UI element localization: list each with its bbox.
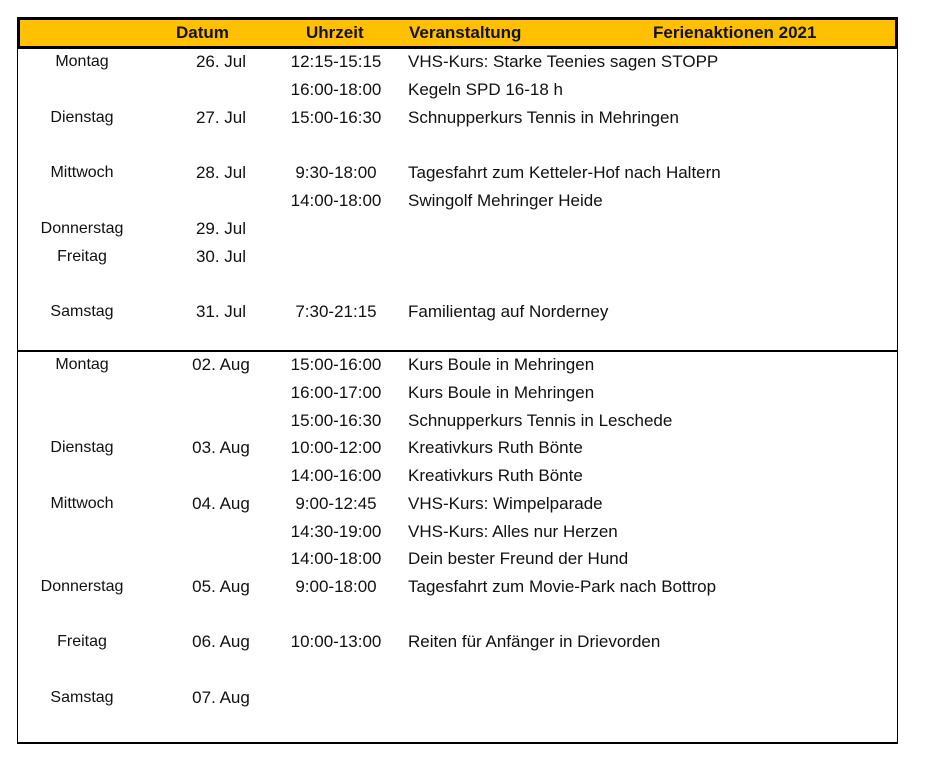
cell-day <box>18 519 146 545</box>
table-row <box>18 519 897 545</box>
cell-date: 28. Jul <box>195 163 247 182</box>
cell-event: Dein bester Freund der Hund <box>408 549 629 568</box>
cell-date: 26. Jul <box>195 52 247 71</box>
table-row <box>18 188 897 214</box>
cell-date <box>166 463 276 489</box>
cell-date: 30. Jul <box>195 247 247 266</box>
table-row <box>18 629 897 655</box>
table-row <box>18 105 897 131</box>
cell-day <box>18 380 146 406</box>
table-row <box>18 244 897 270</box>
cell-time: 9:00-12:45 <box>295 494 377 513</box>
cell-day: Dienstag <box>50 439 114 456</box>
header-row <box>17 17 898 49</box>
cell-event: Tagesfahrt zum Ketteler-Hof nach Haltern <box>408 163 721 182</box>
cell-date: 03. Aug <box>192 438 250 457</box>
week-1-block <box>17 49 898 350</box>
cell-day <box>18 188 146 214</box>
cell-day: Donnerstag <box>40 220 124 237</box>
cell-event: VHS-Kurs: Wimpelparade <box>408 494 603 513</box>
cell-time: 12:15-15:15 <box>290 52 382 71</box>
header-datum: Datum <box>176 23 229 42</box>
header-veranstaltung: Veranstaltung <box>409 23 522 42</box>
cell-day: Mittwoch <box>50 164 114 181</box>
cell-time: 16:00-18:00 <box>290 80 382 99</box>
cell-date <box>166 380 276 406</box>
cell-time: 14:00-18:00 <box>290 549 382 568</box>
table-row <box>18 463 897 489</box>
cell-date: 27. Jul <box>195 108 247 127</box>
table-row <box>18 352 897 378</box>
cell-date <box>166 546 276 572</box>
cell-day: Montag <box>55 53 109 70</box>
table-row <box>18 216 897 242</box>
cell-event: Swingolf Mehringer Heide <box>408 191 603 210</box>
cell-day: Freitag <box>57 633 107 650</box>
cell-time <box>280 244 392 270</box>
cell-day <box>18 463 146 489</box>
table-row <box>18 574 897 600</box>
cell-time: 15:00-16:30 <box>290 411 382 430</box>
cell-event: Kreativkurs Ruth Bönte <box>408 438 583 457</box>
cell-time: 10:00-12:00 <box>290 438 382 457</box>
cell-event: Tagesfahrt zum Movie-Park nach Bottrop <box>408 577 717 596</box>
cell-date <box>166 188 276 214</box>
table-row <box>18 49 897 75</box>
week-2-block <box>17 350 898 744</box>
cell-event: Schnupperkurs Tennis in Leschede <box>408 411 673 430</box>
cell-event: Kurs Boule in Mehringen <box>408 383 595 402</box>
cell-date <box>166 77 276 103</box>
cell-date: 31. Jul <box>195 302 247 321</box>
cell-time: 9:30-18:00 <box>295 163 377 182</box>
table-row <box>18 435 897 461</box>
cell-day: Donnerstag <box>40 578 124 595</box>
table-row <box>18 685 897 711</box>
cell-event: Schnupperkurs Tennis in Mehringen <box>408 108 679 127</box>
cell-date: 07. Aug <box>192 688 250 707</box>
cell-date: 05. Aug <box>192 577 250 596</box>
cell-time: 15:00-16:00 <box>290 355 382 374</box>
cell-event: VHS-Kurs: Alles nur Herzen <box>408 522 618 541</box>
cell-event: VHS-Kurs: Starke Teenies sagen STOPP <box>408 52 719 71</box>
cell-date: 02. Aug <box>192 355 250 374</box>
cell-time: 9:00-18:00 <box>295 577 377 596</box>
cell-time: 7:30-21:15 <box>295 302 377 321</box>
table-row <box>18 299 897 325</box>
cell-date <box>166 408 276 434</box>
header-uhrzeit: Uhrzeit <box>306 23 364 42</box>
cell-event: Kegeln SPD 16-18 h <box>408 80 563 99</box>
cell-time: 14:00-16:00 <box>290 466 382 485</box>
cell-time: 15:00-16:30 <box>290 108 382 127</box>
cell-time: 14:30-19:00 <box>290 522 382 541</box>
table-row <box>18 77 897 103</box>
table-row <box>18 546 897 572</box>
table-row <box>18 408 897 434</box>
cell-time: 16:00-17:00 <box>290 383 382 402</box>
table-row <box>18 491 897 517</box>
cell-date: 04. Aug <box>192 494 250 513</box>
cell-day <box>18 408 146 434</box>
cell-day <box>18 77 146 103</box>
cell-event: Reiten für Anfänger in Drievorden <box>408 632 661 651</box>
cell-time <box>280 216 392 242</box>
cell-day: Freitag <box>57 248 107 265</box>
cell-date: 06. Aug <box>192 632 250 651</box>
cell-day: Samstag <box>50 689 114 706</box>
cell-day: Mittwoch <box>50 495 114 512</box>
cell-day: Samstag <box>50 303 114 320</box>
cell-time <box>280 685 392 711</box>
cell-day: Montag <box>55 356 109 373</box>
cell-time: 14:00-18:00 <box>290 191 382 210</box>
cell-event: Kurs Boule in Mehringen <box>408 355 595 374</box>
cell-event: Kreativkurs Ruth Bönte <box>408 466 583 485</box>
table-row <box>18 160 897 186</box>
cell-date <box>166 519 276 545</box>
cell-event: Familientag auf Norderney <box>408 302 609 321</box>
table-row <box>18 380 897 406</box>
cell-day <box>18 546 146 572</box>
header-title: Ferienaktionen 2021 <box>653 23 817 42</box>
cell-day: Dienstag <box>50 109 114 126</box>
schedule-sheet <box>17 17 898 757</box>
cell-time: 10:00-13:00 <box>290 632 382 651</box>
cell-date: 29. Jul <box>195 219 247 238</box>
